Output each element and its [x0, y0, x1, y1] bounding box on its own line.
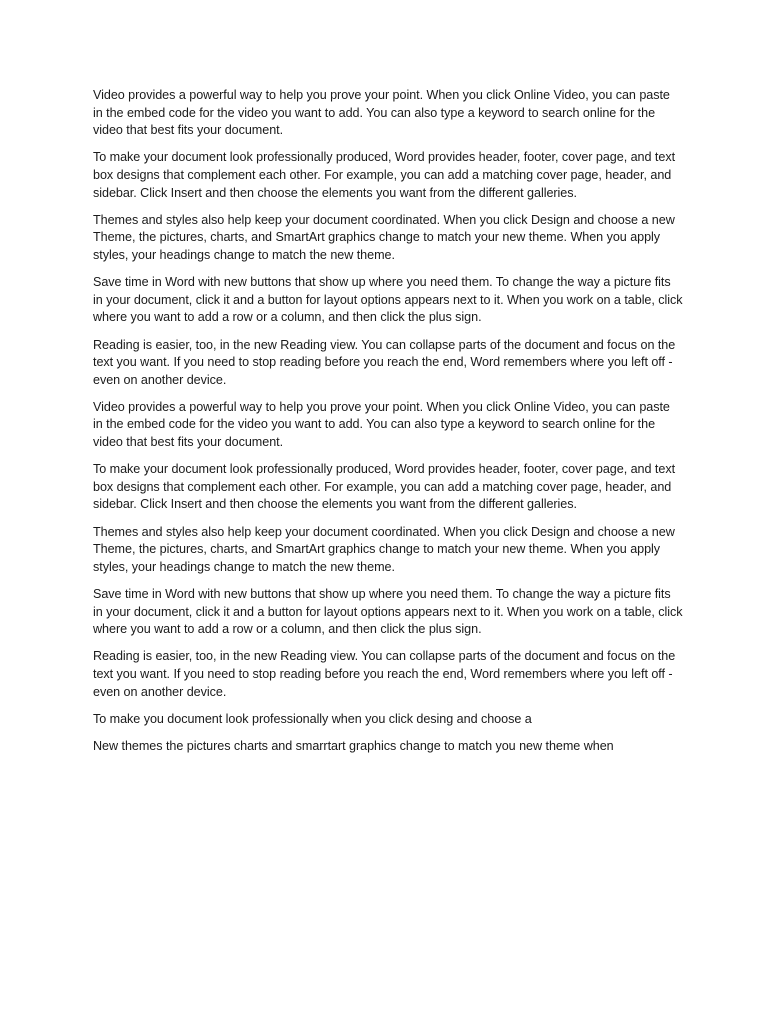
document-body — [93, 87, 683, 765]
paragraph-4: Save time in Word with new buttons that show up where you need them. To change the way a picture fits in your document, click it and a button for layout options appears next to it. When you work on a table, click where you want to add a row or a column, and then click the plus sign. — [93, 275, 683, 325]
paragraph-5: Reading is easier, too, in the new Reading view. You can collapse parts of the document and focus on the text you want. If you need to stop reading before you reach the end, Word remembers where you left off - even on another device. — [93, 337, 676, 387]
paragraph-3: Themes and styles also help keep your document coordinated. When you click Design and choose a new Theme, the pictures, charts, and SmartArt graphics change to match your new theme. When you apply styles, your headings change to match the new theme. — [93, 212, 675, 262]
paragraph-6: Video provides a powerful way to help you prove your point. When you click Online Video, you can paste in the embed code for the video you want to add. You can also type a keyword to search online for the video that best fits your document. — [93, 399, 670, 450]
paragraph-10: Reading is easier, too, in the new Reading view. You can collapse parts of the document and focus on the text you want. If you need to stop reading before you reach the end, Word remembers where you left off - even on another device. — [93, 649, 676, 699]
paragraph-11: To make you document look professionally when you click desing and choose a — [93, 711, 532, 726]
paragraph-8: Themes and styles also help keep your document coordinated. When you click Design and choose a new Theme, the pictures, charts, and SmartArt graphics change to match your new theme. When you apply styles, your headings change to match the new theme. — [93, 524, 675, 574]
paragraph-2: To make your document look professionally produced, Word provides header, footer, cover page, and text box designs that complement each other. For example, you can add a matching cover page, header, and sidebar. Click Insert and then choose the elements you want from the different galleries. — [93, 150, 676, 200]
paragraph-7: To make your document look professionally produced, Word provides header, footer, cover page, and text box designs that complement each other. For example, you can add a matching cover page, header, and sidebar. Click Insert and then choose the elements you want from the different galleries. — [93, 462, 676, 512]
paragraph-1: Video provides a powerful way to help you prove your point. When you click Online Video, you can paste in the embed code for the video you want to add. You can also type a keyword to search online for the video that best fits your document. — [93, 88, 670, 138]
paragraph-9: Save time in Word with new buttons that show up where you need them. To change the way a picture fits in your document, click it and a button for layout options appears next to it. When you work on a table, click where you want to add a row or a column, and then click the plus sign. — [93, 587, 683, 637]
paragraph-12: New themes the pictures charts and smarrtart graphics change to match you new theme when — [93, 738, 614, 753]
